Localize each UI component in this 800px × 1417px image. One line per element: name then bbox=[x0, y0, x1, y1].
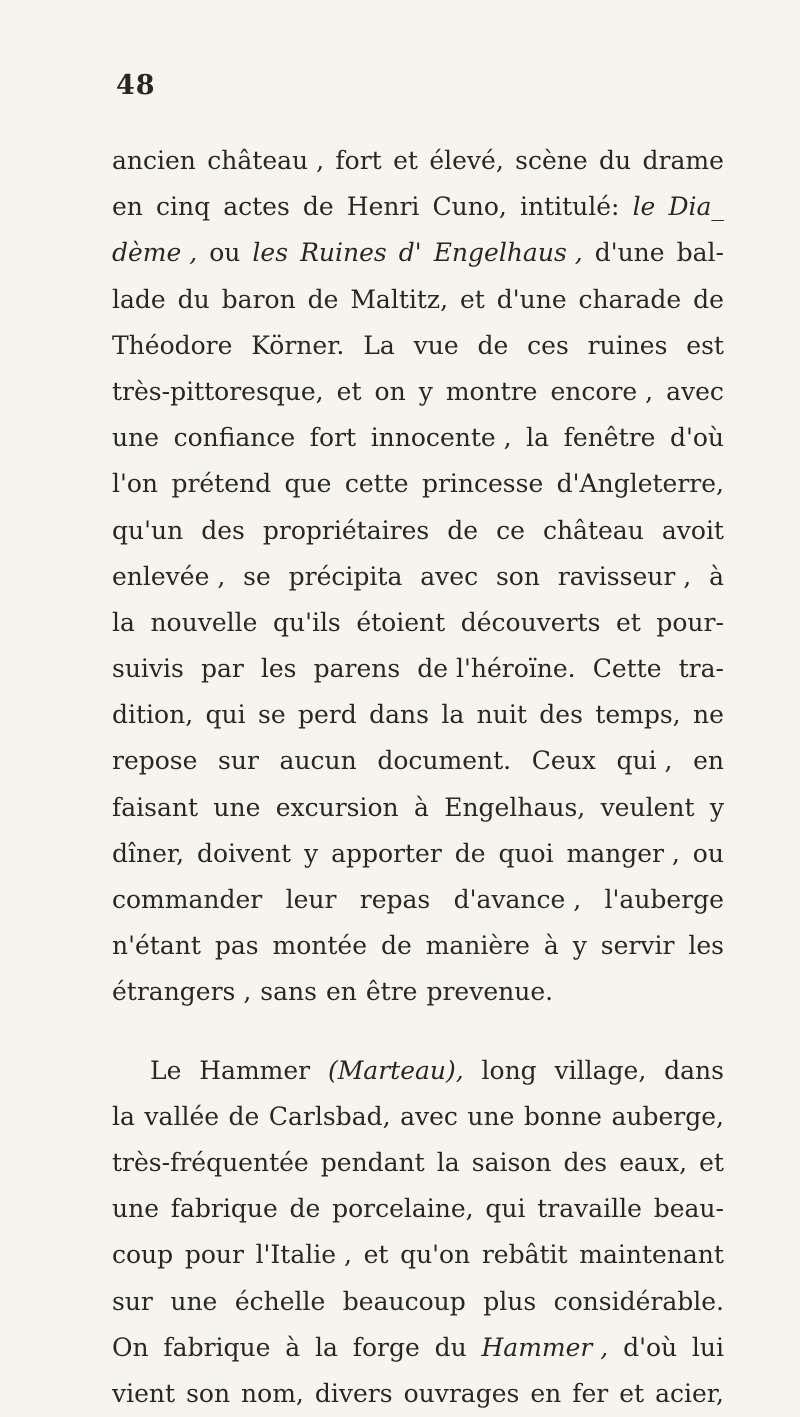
word: ruines bbox=[587, 330, 668, 360]
text-line bbox=[112, 1232, 724, 1278]
text-line bbox=[112, 138, 724, 184]
word: vallée bbox=[144, 1101, 220, 1131]
word: la bbox=[314, 1332, 338, 1362]
word: innocente , bbox=[370, 423, 512, 453]
word: veulent bbox=[600, 792, 695, 822]
word: nouvelle bbox=[150, 607, 258, 637]
word: la bbox=[436, 1147, 460, 1177]
word: ces bbox=[527, 330, 569, 360]
word: fort bbox=[309, 423, 357, 453]
word: Maltitz, bbox=[350, 284, 449, 314]
word: des bbox=[563, 1147, 608, 1177]
word: saison bbox=[471, 1147, 552, 1177]
word: auberge, bbox=[611, 1101, 724, 1131]
word: montée bbox=[272, 931, 367, 961]
word: en bbox=[325, 977, 357, 1007]
word: Cuno, bbox=[432, 192, 507, 222]
word: Cette bbox=[592, 654, 662, 684]
word: ouvrages bbox=[403, 1378, 520, 1408]
word: étrangers , bbox=[112, 977, 252, 1007]
body-text bbox=[112, 138, 724, 1417]
word: nuit bbox=[476, 700, 527, 730]
word: nom, bbox=[241, 1378, 304, 1408]
word: la bbox=[112, 607, 135, 637]
word: d' bbox=[398, 238, 422, 268]
text-line bbox=[112, 1048, 724, 1094]
word: lui bbox=[691, 1332, 724, 1362]
word: y bbox=[304, 838, 319, 868]
word: On bbox=[112, 1332, 149, 1362]
word: précipita bbox=[288, 561, 403, 591]
word: Hammer , bbox=[481, 1332, 609, 1362]
word: fort bbox=[335, 146, 382, 175]
word: pour bbox=[184, 1240, 244, 1270]
word: n'étant bbox=[112, 931, 201, 961]
word: bonne bbox=[523, 1101, 602, 1131]
text-line bbox=[112, 369, 724, 415]
text-line bbox=[112, 969, 724, 1015]
word: de bbox=[380, 931, 412, 961]
word: de bbox=[454, 838, 486, 868]
word: manger , bbox=[566, 838, 680, 868]
word: qui bbox=[485, 1194, 526, 1224]
word: et bbox=[615, 607, 641, 637]
text-line bbox=[112, 600, 724, 646]
word: la bbox=[526, 423, 550, 453]
word: avoit bbox=[661, 515, 724, 545]
text-line bbox=[112, 877, 724, 923]
word: rebâtit bbox=[481, 1240, 568, 1270]
word: de bbox=[307, 284, 339, 314]
word: dition, bbox=[112, 700, 194, 730]
word: intitulé: bbox=[519, 192, 620, 222]
word: et bbox=[393, 146, 418, 175]
word: travaille bbox=[537, 1194, 642, 1224]
word: dans bbox=[664, 1055, 724, 1085]
word: Dia_ bbox=[668, 192, 724, 222]
word: se bbox=[258, 700, 286, 730]
word: vient bbox=[112, 1378, 176, 1408]
text-line bbox=[112, 554, 724, 600]
word: très-fréquentée bbox=[112, 1147, 309, 1177]
word: (Marteau), bbox=[327, 1055, 464, 1085]
word: repose bbox=[112, 746, 198, 776]
word: en bbox=[693, 746, 724, 776]
word: Ceux bbox=[531, 746, 596, 776]
word: et bbox=[363, 1240, 389, 1270]
word: Engelhaus , bbox=[433, 238, 583, 268]
word: maintenant bbox=[579, 1240, 724, 1270]
text-line bbox=[112, 1186, 724, 1232]
word: bal- bbox=[676, 238, 724, 268]
text-line bbox=[112, 415, 724, 461]
page-number: 48 bbox=[116, 70, 156, 101]
word: une bbox=[467, 1101, 515, 1131]
word: fabrique bbox=[163, 1332, 271, 1362]
text-line bbox=[112, 785, 724, 831]
word: charade bbox=[578, 284, 682, 314]
word: Carlsbad, bbox=[268, 1101, 391, 1131]
word: être bbox=[365, 977, 418, 1007]
word: qu'ils bbox=[272, 607, 341, 637]
word: temps, bbox=[595, 700, 681, 730]
word: du bbox=[434, 1332, 467, 1362]
word: et bbox=[459, 284, 485, 314]
word: acier, bbox=[655, 1378, 724, 1408]
word: de bbox=[302, 192, 334, 222]
word: suivis bbox=[112, 654, 184, 684]
word: des bbox=[201, 515, 245, 545]
word: découverts bbox=[460, 607, 601, 637]
text-line bbox=[112, 1140, 724, 1186]
word: une bbox=[170, 1286, 218, 1316]
word: d'où bbox=[669, 423, 724, 453]
word: commander bbox=[112, 885, 263, 914]
word: long bbox=[481, 1055, 537, 1085]
word: des bbox=[539, 700, 583, 730]
word: ravisseur , bbox=[557, 561, 692, 591]
word: élevé, bbox=[429, 146, 504, 175]
word: d'une bbox=[594, 238, 665, 268]
word: y bbox=[709, 792, 724, 822]
word: document. bbox=[377, 746, 512, 776]
word: ou bbox=[209, 238, 241, 268]
word: lade bbox=[112, 284, 166, 314]
word: sur bbox=[112, 1286, 153, 1316]
word: Henri bbox=[346, 192, 420, 222]
word: scène bbox=[515, 146, 588, 175]
word: fer bbox=[572, 1378, 609, 1408]
word: dans bbox=[369, 700, 429, 730]
word: Engelhaus, bbox=[444, 792, 586, 822]
word: d'avance , bbox=[453, 885, 582, 914]
word: cinq bbox=[156, 192, 211, 222]
word: une bbox=[213, 792, 261, 822]
text-line bbox=[112, 1371, 724, 1417]
word: on bbox=[374, 376, 406, 406]
word: propriétaires bbox=[262, 515, 430, 545]
word: Théodore bbox=[112, 330, 233, 360]
word: ou bbox=[692, 838, 724, 868]
word: coup bbox=[112, 1240, 174, 1270]
paragraph-gap bbox=[112, 1016, 724, 1048]
word: actes bbox=[223, 192, 290, 222]
word: eaux, bbox=[619, 1147, 688, 1177]
word: très-pittoresque, bbox=[112, 376, 324, 406]
text-line bbox=[112, 692, 724, 738]
word: son bbox=[495, 561, 540, 591]
word: beaucoup bbox=[342, 1286, 466, 1316]
word: La bbox=[363, 330, 395, 360]
word: le bbox=[632, 192, 656, 222]
word: enlevée , bbox=[112, 561, 226, 591]
word: à bbox=[543, 931, 559, 961]
word: fabrique bbox=[170, 1194, 278, 1224]
paragraph bbox=[112, 138, 724, 1016]
word: en bbox=[112, 192, 143, 222]
word: d'où bbox=[623, 1332, 678, 1362]
word: princesse bbox=[421, 469, 544, 499]
word: échelle bbox=[234, 1286, 326, 1316]
word: quoi bbox=[498, 838, 554, 868]
text-line bbox=[112, 738, 724, 784]
word: son bbox=[186, 1378, 231, 1408]
word: cette bbox=[344, 469, 409, 499]
word: sans bbox=[260, 977, 317, 1007]
word: faisant bbox=[112, 792, 199, 822]
word: de bbox=[447, 515, 479, 545]
word: Ruines bbox=[300, 238, 387, 268]
text-line bbox=[112, 923, 724, 969]
word: à bbox=[709, 561, 724, 591]
word: en bbox=[530, 1378, 562, 1408]
word: divers bbox=[314, 1378, 393, 1408]
word: beau- bbox=[653, 1194, 724, 1224]
word: avec bbox=[400, 1101, 458, 1131]
word: du bbox=[599, 146, 632, 175]
paragraph bbox=[112, 1048, 724, 1417]
word: l'Italie , bbox=[255, 1240, 352, 1270]
word: plus bbox=[483, 1286, 537, 1316]
word: apporter bbox=[331, 838, 442, 868]
word: drame bbox=[642, 146, 724, 175]
word: par bbox=[200, 654, 244, 684]
word: de bbox=[477, 330, 509, 360]
text-line bbox=[112, 277, 724, 323]
word: château , bbox=[207, 146, 325, 175]
word: y bbox=[572, 931, 587, 961]
word: Le bbox=[150, 1055, 182, 1085]
word: Hammer bbox=[199, 1055, 311, 1085]
text-line bbox=[112, 184, 724, 230]
word: pour- bbox=[656, 607, 724, 637]
word: une bbox=[112, 423, 159, 453]
word: porcelaine, bbox=[332, 1194, 474, 1224]
word: l'auberge bbox=[604, 885, 724, 914]
text-line bbox=[112, 461, 724, 507]
word: manière bbox=[425, 931, 530, 961]
word: d'Angleterre, bbox=[556, 469, 724, 499]
word: est bbox=[686, 330, 724, 360]
word: y bbox=[418, 376, 433, 406]
word: doivent bbox=[196, 838, 292, 868]
word: repas bbox=[359, 885, 431, 914]
text-line bbox=[112, 323, 724, 369]
text-line bbox=[112, 508, 724, 554]
word: perd bbox=[298, 700, 357, 730]
word: avec bbox=[666, 376, 724, 406]
word: prétend bbox=[171, 469, 272, 499]
word: aucun bbox=[279, 746, 357, 776]
word: ancien bbox=[112, 146, 196, 175]
word: leur bbox=[285, 885, 337, 914]
word: avec bbox=[420, 561, 479, 591]
word: les bbox=[260, 654, 297, 684]
word: fenêtre bbox=[563, 423, 656, 453]
word: à bbox=[413, 792, 429, 822]
word: se bbox=[243, 561, 271, 591]
word: dîner, bbox=[112, 838, 185, 868]
word: étoient bbox=[356, 607, 446, 637]
word: tra- bbox=[678, 654, 724, 684]
word: vue bbox=[413, 330, 459, 360]
text-line bbox=[112, 1279, 724, 1325]
word: de bbox=[228, 1101, 260, 1131]
word: du bbox=[177, 284, 210, 314]
word: qu'on bbox=[400, 1240, 471, 1270]
word: excursion bbox=[275, 792, 399, 822]
word: parens bbox=[313, 654, 401, 684]
text-line bbox=[112, 831, 724, 877]
word: de bbox=[289, 1194, 321, 1224]
word: de bbox=[693, 284, 724, 314]
word: de l'héroïne. bbox=[417, 654, 576, 684]
word: considérable. bbox=[553, 1286, 724, 1316]
word: encore , bbox=[550, 376, 654, 406]
word: l'on bbox=[112, 469, 159, 499]
word: servir bbox=[600, 931, 675, 961]
word: village, bbox=[554, 1055, 647, 1085]
word: dème , bbox=[112, 238, 198, 268]
word: la bbox=[112, 1101, 135, 1131]
word: et bbox=[336, 376, 362, 406]
word: pendant bbox=[320, 1147, 425, 1177]
word: et bbox=[699, 1147, 724, 1177]
text-line bbox=[112, 1094, 724, 1140]
word: confiance bbox=[173, 423, 296, 453]
word: la bbox=[441, 700, 465, 730]
word: et bbox=[619, 1378, 645, 1408]
word: ce bbox=[496, 515, 525, 545]
word: qui , bbox=[616, 746, 673, 776]
word: à bbox=[285, 1332, 301, 1362]
word: que bbox=[284, 469, 332, 499]
word: forge bbox=[352, 1332, 420, 1362]
word: sur bbox=[218, 746, 259, 776]
text-line bbox=[112, 230, 724, 276]
word: d'une bbox=[496, 284, 567, 314]
word: château bbox=[542, 515, 644, 545]
word: qu'un bbox=[112, 515, 184, 545]
text-line bbox=[112, 646, 724, 692]
word: qui bbox=[205, 700, 246, 730]
word: Körner. bbox=[251, 330, 345, 360]
text-line bbox=[112, 1325, 724, 1371]
word: les bbox=[252, 238, 289, 268]
word: montre bbox=[445, 376, 538, 406]
word: ne bbox=[692, 700, 724, 730]
word: baron bbox=[221, 284, 296, 314]
word: prevenue. bbox=[426, 977, 554, 1007]
word: une bbox=[112, 1194, 159, 1224]
word: pas bbox=[214, 931, 259, 961]
word: les bbox=[688, 931, 724, 961]
